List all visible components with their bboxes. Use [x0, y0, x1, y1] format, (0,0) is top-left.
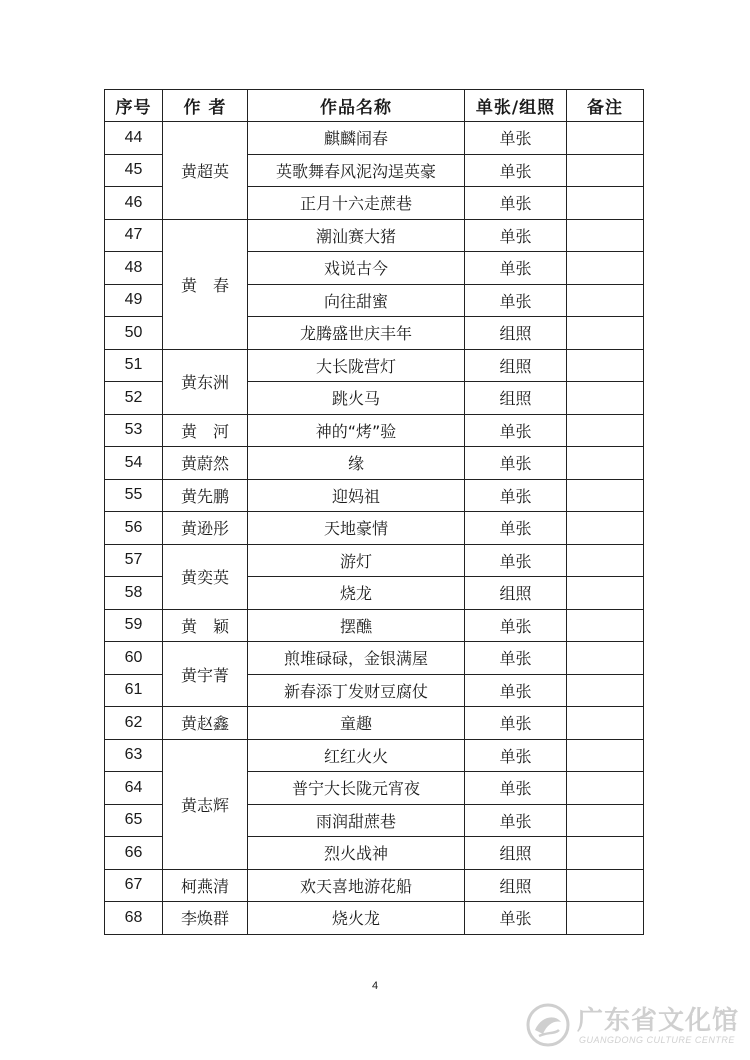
single-or-set-cell: 单张: [465, 252, 567, 285]
work-title-cell: 天地豪情: [248, 512, 465, 545]
remarks-cell: [567, 837, 644, 870]
work-title-cell: 迎妈祖: [248, 479, 465, 512]
remarks-cell: [567, 869, 644, 902]
single-or-set-cell: 单张: [465, 512, 567, 545]
work-title-cell: 雨润甜蔗巷: [248, 804, 465, 837]
serial-number-cell: 68: [105, 902, 163, 935]
header-work-title: 作品名称: [248, 90, 465, 122]
work-title-cell: 童趣: [248, 707, 465, 740]
serial-number-cell: 58: [105, 577, 163, 610]
author-cell: 黄赵鑫: [163, 707, 248, 740]
author-cell: 黄蔚然: [163, 447, 248, 480]
work-title-cell: 普宁大长陇元宵夜: [248, 772, 465, 805]
table-row: [105, 707, 644, 740]
work-title-cell: 烧龙: [248, 577, 465, 610]
work-title-cell: 正月十六走蔗巷: [248, 187, 465, 220]
author-cell: 黄志辉: [163, 739, 248, 869]
table-row: [105, 739, 644, 772]
remarks-cell: [567, 512, 644, 545]
remarks-cell: [567, 544, 644, 577]
remarks-cell: [567, 447, 644, 480]
single-or-set-cell: 组照: [465, 837, 567, 870]
serial-number-cell: 47: [105, 219, 163, 252]
work-title-cell: 煎堆碌碌，金银满屋: [248, 642, 465, 675]
remarks-cell: [567, 577, 644, 610]
table-body: [105, 122, 644, 935]
single-or-set-cell: 单张: [465, 804, 567, 837]
work-title-cell: 潮汕赛大猪: [248, 219, 465, 252]
works-table: [104, 89, 644, 935]
single-or-set-cell: 单张: [465, 447, 567, 480]
work-title-cell: 跳火马: [248, 382, 465, 415]
single-or-set-cell: 单张: [465, 187, 567, 220]
serial-number-cell: 45: [105, 154, 163, 187]
author-cell: 李焕群: [163, 902, 248, 935]
work-title-cell: 欢天喜地游花船: [248, 869, 465, 902]
remarks-cell: [567, 284, 644, 317]
table-row: [105, 642, 644, 675]
remarks-cell: [567, 382, 644, 415]
table-row: [105, 122, 644, 155]
remarks-cell: [567, 902, 644, 935]
work-title-cell: 英歌舞春风泥沟逞英豪: [248, 154, 465, 187]
serial-number-cell: 62: [105, 707, 163, 740]
single-or-set-cell: 组照: [465, 317, 567, 350]
watermark-chinese-name: 广东省文化馆: [577, 1006, 740, 1036]
table-row: [105, 479, 644, 512]
single-or-set-cell: 单张: [465, 902, 567, 935]
remarks-cell: [567, 414, 644, 447]
serial-number-cell: 54: [105, 447, 163, 480]
single-or-set-cell: 单张: [465, 414, 567, 447]
single-or-set-cell: 单张: [465, 642, 567, 675]
work-title-cell: 戏说古今: [248, 252, 465, 285]
table-row: [105, 219, 644, 252]
remarks-cell: [567, 609, 644, 642]
single-or-set-cell: 组照: [465, 577, 567, 610]
serial-number-cell: 61: [105, 674, 163, 707]
author-cell: 柯燕清: [163, 869, 248, 902]
work-title-cell: 烧火龙: [248, 902, 465, 935]
serial-number-cell: 56: [105, 512, 163, 545]
serial-number-cell: 52: [105, 382, 163, 415]
work-title-cell: 红红火火: [248, 739, 465, 772]
serial-number-cell: 44: [105, 122, 163, 155]
serial-number-cell: 65: [105, 804, 163, 837]
author-cell: 黄宇菁: [163, 642, 248, 707]
table-row: [105, 349, 644, 382]
remarks-cell: [567, 739, 644, 772]
header-serial: 序号: [105, 90, 163, 122]
remarks-cell: [567, 252, 644, 285]
serial-number-cell: 50: [105, 317, 163, 350]
header-author: 作 者: [163, 90, 248, 122]
single-or-set-cell: 组照: [465, 869, 567, 902]
work-title-cell: 大长陇营灯: [248, 349, 465, 382]
single-or-set-cell: 单张: [465, 154, 567, 187]
table-row: [105, 512, 644, 545]
single-or-set-cell: 组照: [465, 382, 567, 415]
single-or-set-cell: 单张: [465, 122, 567, 155]
remarks-cell: [567, 674, 644, 707]
remarks-cell: [567, 772, 644, 805]
serial-number-cell: 66: [105, 837, 163, 870]
author-cell: 黄奕英: [163, 544, 248, 609]
serial-number-cell: 51: [105, 349, 163, 382]
single-or-set-cell: 单张: [465, 479, 567, 512]
table-row: [105, 447, 644, 480]
author-cell: 黄东洲: [163, 349, 248, 414]
serial-number-cell: 46: [105, 187, 163, 220]
header-single-or-set: 单张/组照: [465, 90, 567, 122]
remarks-cell: [567, 349, 644, 382]
watermark: [525, 1000, 740, 1055]
work-title-cell: 向往甜蜜: [248, 284, 465, 317]
serial-number-cell: 63: [105, 739, 163, 772]
author-cell: 黄 春: [163, 219, 248, 349]
remarks-cell: [567, 642, 644, 675]
remarks-cell: [567, 219, 644, 252]
serial-number-cell: 64: [105, 772, 163, 805]
serial-number-cell: 67: [105, 869, 163, 902]
remarks-cell: [567, 707, 644, 740]
work-title-cell: 龙腾盛世庆丰年: [248, 317, 465, 350]
single-or-set-cell: 单张: [465, 707, 567, 740]
page-number: 4: [371, 980, 379, 992]
author-cell: 黄 颖: [163, 609, 248, 642]
table-header-row: [105, 90, 644, 122]
table-row: [105, 869, 644, 902]
work-title-cell: 烈火战神: [248, 837, 465, 870]
header-remarks: 备注: [567, 90, 644, 122]
work-title-cell: 缘: [248, 447, 465, 480]
single-or-set-cell: 单张: [465, 674, 567, 707]
remarks-cell: [567, 317, 644, 350]
table-row: [105, 609, 644, 642]
single-or-set-cell: 单张: [465, 544, 567, 577]
single-or-set-cell: 单张: [465, 609, 567, 642]
watermark-english-name: GUANGDONG CULTURE CENTRE: [579, 1035, 735, 1045]
serial-number-cell: 48: [105, 252, 163, 285]
author-cell: 黄先鹏: [163, 479, 248, 512]
work-title-cell: 新春添丁发财豆腐仗: [248, 674, 465, 707]
remarks-cell: [567, 187, 644, 220]
single-or-set-cell: 单张: [465, 772, 567, 805]
remarks-cell: [567, 122, 644, 155]
serial-number-cell: 59: [105, 609, 163, 642]
author-cell: 黄超英: [163, 122, 248, 220]
work-title-cell: 神的“烤”验: [248, 414, 465, 447]
work-title-cell: 摆醮: [248, 609, 465, 642]
serial-number-cell: 53: [105, 414, 163, 447]
table-row: [105, 902, 644, 935]
single-or-set-cell: 单张: [465, 284, 567, 317]
guangdong-culture-centre-logo-icon: [525, 1002, 571, 1048]
remarks-cell: [567, 804, 644, 837]
remarks-cell: [567, 154, 644, 187]
author-cell: 黄 河: [163, 414, 248, 447]
work-title-cell: 麒麟闹春: [248, 122, 465, 155]
serial-number-cell: 49: [105, 284, 163, 317]
remarks-cell: [567, 479, 644, 512]
table-row: [105, 544, 644, 577]
author-cell: 黄逊彤: [163, 512, 248, 545]
serial-number-cell: 60: [105, 642, 163, 675]
serial-number-cell: 57: [105, 544, 163, 577]
single-or-set-cell: 单张: [465, 219, 567, 252]
serial-number-cell: 55: [105, 479, 163, 512]
work-title-cell: 游灯: [248, 544, 465, 577]
single-or-set-cell: 单张: [465, 739, 567, 772]
table-row: [105, 414, 644, 447]
single-or-set-cell: 组照: [465, 349, 567, 382]
